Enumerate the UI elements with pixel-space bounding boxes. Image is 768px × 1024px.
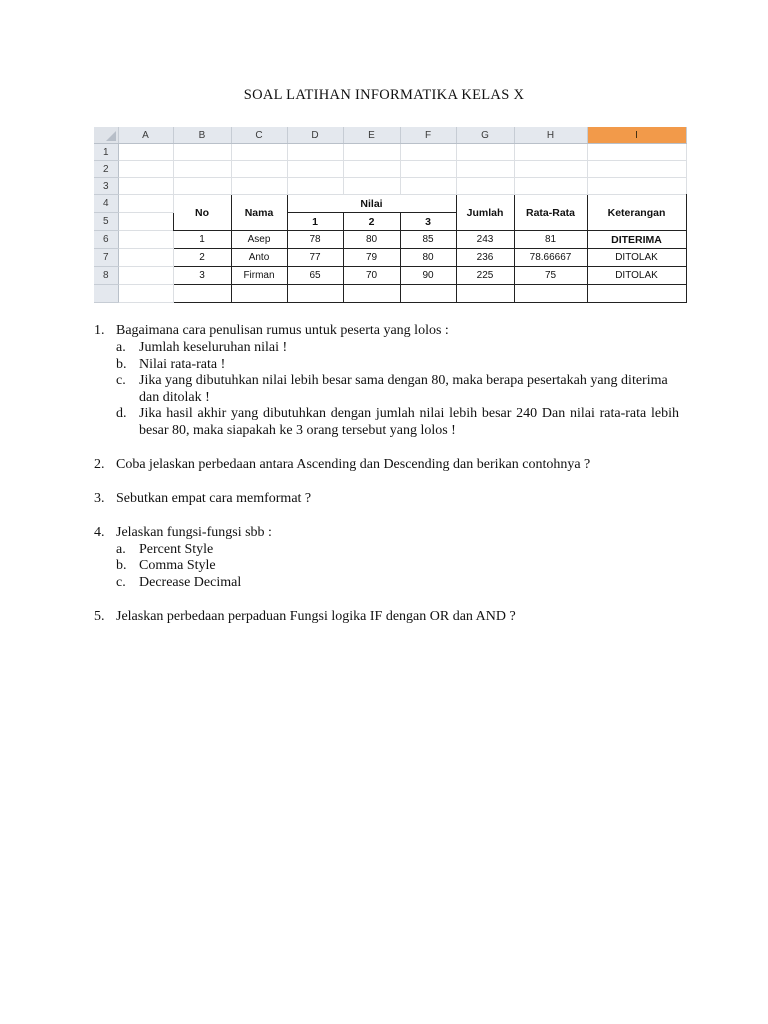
sheet-row-7 bbox=[94, 249, 686, 267]
column-header-g: G bbox=[456, 127, 514, 144]
question-text: Jelaskan perbedaan perpaduan Fungsi logika IF dengan OR dan AND ? bbox=[116, 609, 516, 624]
header-nama: Nama bbox=[231, 195, 287, 231]
cell-nilai-2: 79 bbox=[343, 249, 400, 267]
question-number: 1. bbox=[94, 323, 105, 338]
cell-no: 3 bbox=[173, 267, 231, 285]
row-number: 8 bbox=[94, 267, 118, 285]
row-number: 2 bbox=[94, 161, 118, 178]
item-letter: b. bbox=[116, 357, 127, 372]
sheet-row-4 bbox=[94, 195, 686, 213]
row-number: 1 bbox=[94, 144, 118, 161]
column-header-c: C bbox=[231, 127, 287, 144]
question-number: 5. bbox=[94, 609, 105, 624]
item-text: Comma Style bbox=[139, 558, 216, 573]
cell-rata-rata: 75 bbox=[514, 267, 587, 285]
question-text: Jelaskan fungsi-fungsi sbb : bbox=[116, 525, 272, 540]
item-text: Decrease Decimal bbox=[139, 575, 242, 590]
column-header-a: A bbox=[118, 127, 173, 144]
cell-nilai-2: 80 bbox=[343, 231, 400, 249]
question-number: 3. bbox=[94, 491, 105, 506]
item-text: Jumlah keseluruhan nilai ! bbox=[139, 340, 288, 355]
header-nilai: Nilai bbox=[287, 195, 456, 213]
cell-nilai-1: 65 bbox=[287, 267, 343, 285]
item-text: Jika yang dibutuhkan nilai lebih besar sama dengan 80, maka berapa pesertakah yang diterima dan ditolak ! bbox=[139, 373, 668, 405]
sheet-row-partial bbox=[94, 285, 686, 303]
cell-jumlah: 243 bbox=[456, 231, 514, 249]
cell-keterangan: DITOLAK bbox=[587, 267, 686, 285]
header-rata-rata: Rata-Rata bbox=[514, 195, 587, 231]
item-letter: a. bbox=[116, 542, 126, 557]
page-title: SOAL LATIHAN INFORMATIKA KELAS X bbox=[243, 87, 525, 103]
cell-no: 1 bbox=[173, 231, 231, 249]
spreadsheet-screenshot bbox=[94, 127, 686, 281]
question-number: 2. bbox=[94, 457, 105, 472]
cell-nilai-2: 70 bbox=[343, 267, 400, 285]
cell-nilai-1: 77 bbox=[287, 249, 343, 267]
row-number: 3 bbox=[94, 178, 118, 195]
header-nilai-1: 1 bbox=[287, 213, 343, 231]
header-no: No bbox=[173, 195, 231, 231]
cell-jumlah: 225 bbox=[456, 267, 514, 285]
item-text: Percent Style bbox=[139, 542, 214, 557]
item-letter: b. bbox=[116, 558, 127, 573]
item-text: Nilai rata-rata ! bbox=[139, 357, 226, 372]
header-nilai-3: 3 bbox=[400, 213, 456, 231]
sheet-row-3 bbox=[94, 178, 686, 195]
sheet-row-2 bbox=[94, 161, 686, 178]
item-letter: c. bbox=[116, 575, 126, 590]
cell-keterangan: DITERIMA bbox=[587, 231, 686, 249]
column-header-b: B bbox=[173, 127, 231, 144]
column-header-row bbox=[94, 127, 686, 144]
item-letter: a. bbox=[116, 340, 126, 355]
header-keterangan: Keterangan bbox=[587, 195, 686, 231]
cell-jumlah: 236 bbox=[456, 249, 514, 267]
cell-nama: Asep bbox=[231, 231, 287, 249]
column-header-i-selected: I bbox=[587, 127, 686, 144]
column-header-e: E bbox=[343, 127, 400, 144]
row-number: 5 bbox=[94, 213, 118, 231]
column-header-h: H bbox=[514, 127, 587, 144]
header-jumlah: Jumlah bbox=[456, 195, 514, 231]
cell-nilai-3: 80 bbox=[400, 249, 456, 267]
item-letter: d. bbox=[116, 406, 127, 421]
row-number: 7 bbox=[94, 249, 118, 267]
select-all-corner bbox=[94, 127, 118, 144]
sheet-row-1 bbox=[94, 144, 686, 161]
cell-nama: Anto bbox=[231, 249, 287, 267]
cell-nilai-3: 85 bbox=[400, 231, 456, 249]
cell-nilai-3: 90 bbox=[400, 267, 456, 285]
column-header-d: D bbox=[287, 127, 343, 144]
question-text: Coba jelaskan perbedaan antara Ascending dan Descending dan berikan contohnya ? bbox=[116, 457, 591, 472]
corner-triangle-icon bbox=[106, 131, 116, 141]
header-nilai-2: 2 bbox=[343, 213, 400, 231]
cell-rata-rata: 81 bbox=[514, 231, 587, 249]
question-text: Bagaimana cara penulisan rumus untuk peserta yang lolos : bbox=[116, 323, 449, 338]
cell-nilai-1: 78 bbox=[287, 231, 343, 249]
question-number: 4. bbox=[94, 525, 105, 540]
cell-rata-rata: 78.66667 bbox=[514, 249, 587, 267]
item-letter: c. bbox=[116, 373, 126, 388]
row-number: 4 bbox=[94, 195, 118, 213]
cell-keterangan: DITOLAK bbox=[587, 249, 686, 267]
item-text: Jika hasil akhir yang dibutuhkan dengan jumlah nilai lebih besar 240 Dan nilai rata-rata lebih besar 80, maka siapakah ke 3 orang tersebut yang lolos ! bbox=[139, 406, 679, 438]
row-number: 6 bbox=[94, 231, 118, 249]
column-header-f: F bbox=[400, 127, 456, 144]
cell-no: 2 bbox=[173, 249, 231, 267]
question-text: Sebutkan empat cara memformat ? bbox=[116, 491, 312, 506]
spreadsheet-grid bbox=[94, 127, 687, 303]
cell-nama: Firman bbox=[231, 267, 287, 285]
sheet-row-6 bbox=[94, 231, 686, 249]
sheet-row-8 bbox=[94, 267, 686, 285]
